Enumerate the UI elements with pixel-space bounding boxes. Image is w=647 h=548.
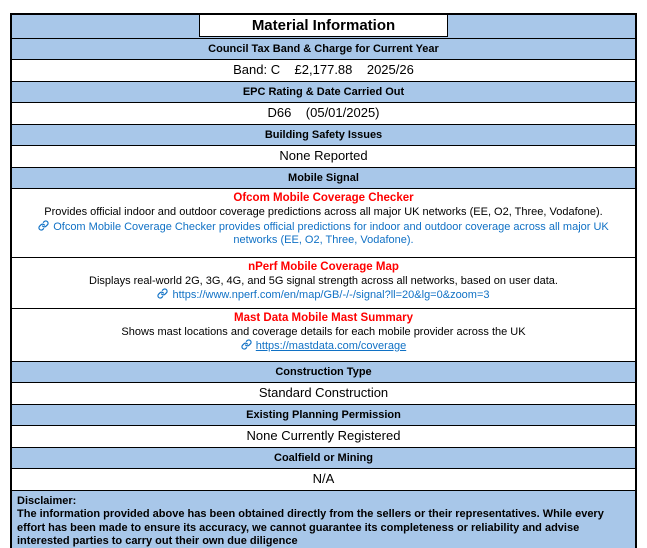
header-construction-type: Construction Type [12,361,635,382]
mastdata-section-title: Mast Data Mobile Mast Summary [234,311,413,324]
ofcom-section-title: Ofcom Mobile Coverage Checker [233,192,414,204]
header-building-safety: Building Safety Issues [12,124,635,145]
disclaimer-text: The information provided above has been obtained directly from the sellers or their representatives. While every effort has been made to ensure its accuracy, we cannot guarantee its completeness or reliability and advise interested parties to carry out their own due diligence [17,508,604,547]
header-epc-rating: EPC Rating & Date Carried Out [12,81,635,102]
header-council-tax: Council Tax Band & Charge for Current Year [12,38,635,59]
ofcom-link-text: Ofcom Mobile Coverage Checker provides official predictions for indoor and outdoor coverage across all major UK networks (EE, O2, Three, Vodafone). [53,220,609,246]
mobile-section-ofcom [12,188,635,257]
value-planning-permission: None Currently Registered [12,425,635,447]
value-coalfield-mining: N/A [12,468,635,490]
material-information-table [10,13,637,548]
hyperlink-icon [241,339,252,350]
mastdata-section-description: Shows mast locations and coverage details for each mobile provider across the UK [121,325,526,338]
mastdata-coverage-link[interactable] [20,339,627,354]
table-title-row [12,15,635,38]
nperf-coverage-link[interactable] [20,288,627,303]
mobile-section-mastdata [12,308,635,361]
value-epc-rating: D66 (05/01/2025) [12,102,635,124]
nperf-section-title: nPerf Mobile Coverage Map [248,260,399,273]
header-coalfield-mining: Coalfield or Mining [12,447,635,468]
value-council-tax-band: Band: C £2,177.88 2025/26 [12,59,635,81]
page-title: Material Information [199,14,448,37]
ofcom-coverage-link[interactable] [20,220,627,248]
disclaimer-label: Disclaimer: [17,494,77,507]
value-building-safety: None Reported [12,145,635,167]
nperf-section-description: Displays real-world 2G, 3G, 4G, and 5G signal strength across all networks, based on user data. [89,274,558,287]
disclaimer-section [12,490,635,548]
hyperlink-icon [157,288,168,299]
value-construction-type: Standard Construction [12,382,635,404]
header-planning-permission: Existing Planning Permission [12,404,635,425]
hyperlink-icon [38,220,49,231]
nperf-link-text: https://www.nperf.com/en/map/GB/-/-/signal?ll=20&lg=0&zoom=3 [172,289,490,301]
mastdata-link-text: https://mastdata.com/coverage [255,340,407,352]
ofcom-section-description: Provides official indoor and outdoor coverage predictions across all major UK networks (EE, O2, Three, Vodafone). [44,206,603,218]
mobile-section-nperf [12,257,635,308]
header-mobile-signal: Mobile Signal [12,167,635,188]
